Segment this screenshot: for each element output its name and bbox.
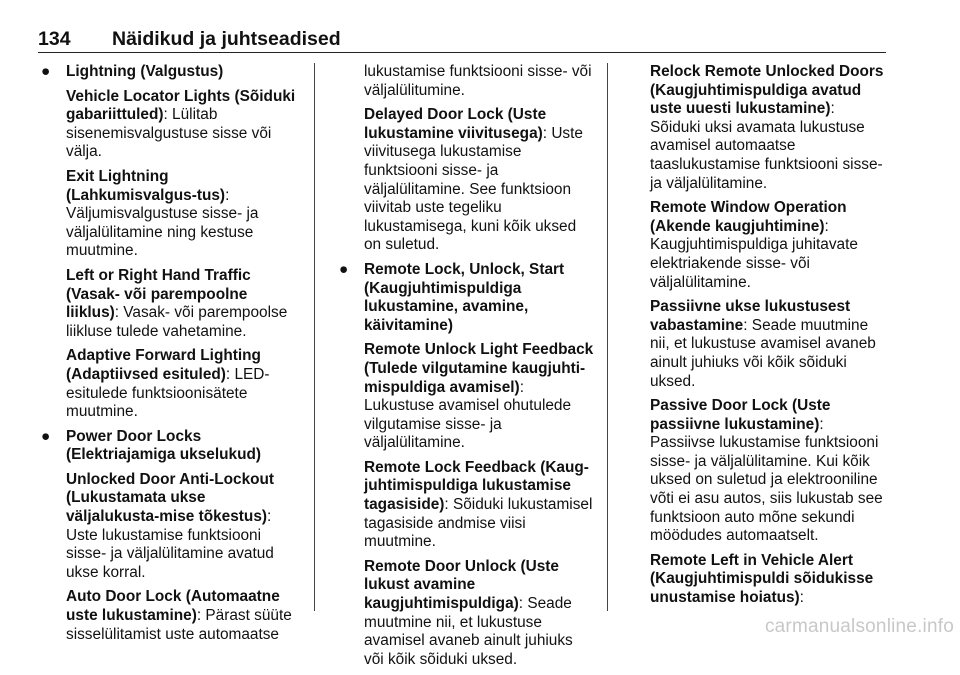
setting-term: Adaptive Forward Lighting (Adaptiivsed esituled) xyxy=(66,347,261,383)
bullet-dot: ● xyxy=(41,427,51,445)
setting-description xyxy=(336,459,594,552)
setting-description xyxy=(38,471,302,583)
column-2 xyxy=(336,63,594,675)
setting-text: lukustamise funktsiooni sisse- või väljalülitumine. xyxy=(364,63,592,99)
column-3 xyxy=(650,63,886,614)
setting-text: : Seade muutmine nii, et lukustuse avamisel avaneb ainult juhiuks või kõik sõiduki uksed. xyxy=(364,595,573,668)
bullet-item xyxy=(38,63,302,82)
setting-description xyxy=(650,298,886,391)
setting-description xyxy=(336,106,594,255)
setting-term: Remote Door Unlock (Uste lukust avamine kaugjuhtimispuldiga) xyxy=(364,557,559,613)
page-header xyxy=(38,26,886,53)
setting-description xyxy=(38,347,302,421)
setting-description xyxy=(38,588,302,644)
setting-text: : xyxy=(799,589,804,607)
setting-term: Auto Door Lock (Automaatne uste lukustamine) xyxy=(66,588,280,625)
setting-term: Passiivne ukse lukustusest vabastamine xyxy=(650,298,851,334)
bullet-dot: ● xyxy=(41,63,51,80)
bullet-item xyxy=(38,428,302,465)
setting-description xyxy=(38,267,302,341)
setting-description xyxy=(650,397,886,546)
setting-description xyxy=(336,558,594,670)
setting-text: : Kaugjuhtimispuldiga juhitavate elektriakende sisse- või väljalülitamine. xyxy=(650,217,858,291)
setting-term: Passive Door Lock (Uste passiivne lukustamine) xyxy=(650,397,831,433)
setting-term: Remote Unlock Light Feedback (Tulede vilgutamine kaugjuhti-mispuldiga avamisel) xyxy=(364,341,594,396)
bullet-heading: Remote Lock, Unlock, Start (Kaugjuhtimispuldiga lukustamine, avamine, käivitamine) xyxy=(364,260,565,334)
watermark: carmanualsonline.info xyxy=(764,616,954,637)
bullet-heading: Power Door Locks (Elektriajamiga ukselukud) xyxy=(66,427,262,464)
setting-text: : Lülitab sisenemisvalgustuse sisse või välja. xyxy=(66,106,272,161)
setting-text: : LED-esitulede funktsioonisätete muutmine. xyxy=(66,365,270,421)
setting-term: Remote Left in Vehicle Alert (Kaugjuhtimispuldi sõidukisse unustamise hoiatus) xyxy=(650,551,874,607)
setting-term: Relock Remote Unlocked Doors (Kaugjuhtimispuldiga avatud uste uuesti lukustamine) xyxy=(650,63,884,118)
bullet-heading: Lightning (Valgustus) xyxy=(66,63,224,80)
setting-description xyxy=(650,552,886,608)
setting-description xyxy=(38,88,302,162)
setting-term: Left or Right Hand Traffic (Vasak- või parempoolne liiklus) xyxy=(66,266,251,322)
setting-text: : Vasak- või parempoolse liikluse tulede vahetamine. xyxy=(66,304,288,340)
setting-term: Delayed Door Lock (Uste lukustamine viivitusega) xyxy=(364,106,547,142)
page-number: 134 xyxy=(38,28,71,50)
setting-text: : Uste viivitusega lukustamise funktsiooni sisse- ja väljalülitamine. See funktsioon viivitab uste tegeliku lukustamisega, kuni kõik uksed on suletud. xyxy=(364,124,583,254)
bullet-dot: ● xyxy=(339,260,349,278)
setting-term: Unlocked Door Anti-Lockout (Lukustamata ukse väljalukusta-mise tõkestus) xyxy=(66,470,275,526)
column-1 xyxy=(38,63,302,650)
setting-text: : Väljumisvalgustuse sisse- ja väljalülitamine ning kestuse muutmine. xyxy=(66,186,259,260)
setting-description xyxy=(650,63,886,193)
page-title: Näidikud ja juhtseadised xyxy=(112,28,341,50)
bullet-item xyxy=(336,261,594,335)
setting-text: : Pärast süüte sisselülitamist uste automaatse xyxy=(66,607,292,643)
setting-description xyxy=(38,168,302,261)
setting-term: Exit Lightning (Lahkumisvalgus-tus) xyxy=(66,167,226,204)
setting-text: : Lukustuse avamisel ohutulede vilgutamise sisse- ja väljalülitamine. xyxy=(364,378,572,452)
setting-description xyxy=(336,341,594,453)
setting-text: : Sõiduki lukustamisel tagasiside andmise viisi muutmine. xyxy=(364,496,593,551)
column-divider xyxy=(314,63,315,611)
setting-text: : Seade muutmine nii, et lukustuse avamisel avaneb ainult juhiuks või kõik sõiduki uksed. xyxy=(650,316,876,390)
setting-description xyxy=(650,199,886,292)
setting-text: : Sõiduki uksi avamata lukustuse avamisel automaatse taaslukustamise funktsiooni sisse- ja väljalülitamine. xyxy=(650,100,883,192)
column-divider xyxy=(607,63,608,611)
setting-term: Remote Window Operation (Akende kaugjuhtimine) xyxy=(650,199,847,235)
setting-description xyxy=(336,63,594,100)
setting-text: : Uste lukustamise funktsiooni sisse- ja väljalülitamine avatud ukse korral. xyxy=(66,508,274,581)
setting-term: Remote Lock Feedback (Kaug-juhtimispuldiga lukustamise tagasiside) xyxy=(364,458,589,514)
setting-text: : Passiivse lukustamise funktsiooni sisse- ja väljalülitamine. Kui kõik uksed on suletud ja elektrooniline võti ei asu autos, siis lukustab see funktsioon auto mõne sekundi möödudes automaatselt. xyxy=(650,415,883,545)
setting-term: Vehicle Locator Lights (Sõiduki gabariittuled) xyxy=(66,87,296,124)
